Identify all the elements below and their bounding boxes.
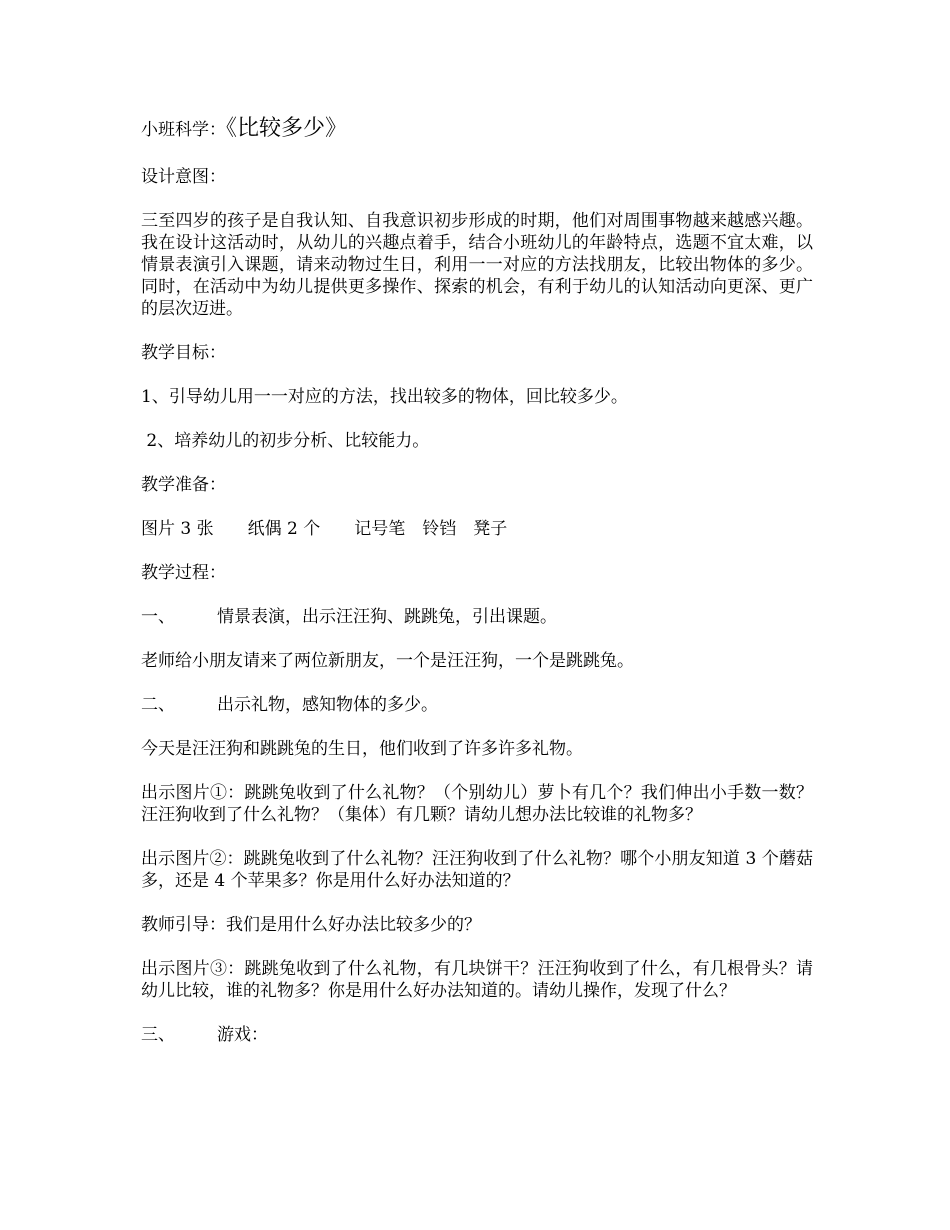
prep-heading: 教学准备： xyxy=(141,475,226,495)
step-2-heading xyxy=(141,694,813,716)
process-heading: 教学过程： xyxy=(141,563,226,583)
goal-item-1: 1、引导幼儿用一一对应的方法，找出较多的物体，回比较多少。 xyxy=(141,387,628,407)
document-title xyxy=(141,114,813,145)
design-heading: 设计意图： xyxy=(141,167,226,187)
picture-2-paragraph: 出示图片②：跳跳兔收到了什么礼物？汪汪狗收到了什么礼物？哪个小朋友知道 3 个蘑菇多，还是 4 个苹果多？你是用什么好办法知道的？ xyxy=(141,849,813,891)
goal-heading: 教学目标： xyxy=(141,343,226,363)
design-paragraph: 三至四岁的孩子是自我认知、自我意识初步形成的时期，他们对周围事物越来越感兴趣。我在设计这活动时，从幼儿的兴趣点着手，结合小班幼儿的年龄特点，选题不宜太难，以情景表演引入课题，请来动物过生日，利用一一对应的方法找朋友，比较出物体的多少。同时，在活动中为幼儿提供更多操作、探索的机会，有利于幼儿的认知活动向更深、更广的层次迈进。 xyxy=(141,211,813,319)
step-1-number: 一、 xyxy=(141,607,175,627)
picture-1-paragraph: 出示图片①：跳跳兔收到了什么礼物？（个别幼儿）萝卜有几个？我们伸出小手数一数？汪汪狗收到了什么礼物？（集体）有几颗？请幼儿想办法比较谁的礼物多？ xyxy=(141,783,813,825)
prep-items: 图片 3 张 纸偶 2 个 记号笔 铃铛 凳子 xyxy=(141,519,508,539)
step-3-text: 游戏： xyxy=(217,1025,268,1045)
step-3-number: 三、 xyxy=(141,1025,175,1045)
title-prefix: 小班科学： xyxy=(141,120,226,140)
teacher-guide-paragraph: 教师引导：我们是用什么好办法比较多少的？ xyxy=(141,915,481,935)
step-2-paragraph: 今天是汪汪狗和跳跳兔的生日，他们收到了许多许多礼物。 xyxy=(141,739,583,759)
step-2-number: 二、 xyxy=(141,695,175,715)
step-1-text: 情景表演，出示汪汪狗、跳跳兔，引出课题。 xyxy=(217,607,557,627)
step-1-heading xyxy=(141,606,813,628)
step-2-text: 出示礼物，感知物体的多少。 xyxy=(217,695,438,715)
picture-3-paragraph: 出示图片③：跳跳兔收到了什么礼物，有几块饼干？汪汪狗收到了什么，有几根骨头？请幼儿比较，谁的礼物多？你是用什么好办法知道的。请幼儿操作，发现了什么？ xyxy=(141,959,813,1001)
title-main: 《比较多少》 xyxy=(226,116,348,141)
document-body xyxy=(141,114,813,1046)
step-1-paragraph: 老师给小朋友请来了两位新朋友，一个是汪汪狗，一个是跳跳兔。 xyxy=(141,651,634,671)
goal-item-2: 2、培养幼儿的初步分析、比较能力。 xyxy=(141,431,430,451)
step-3-heading xyxy=(141,1024,813,1046)
